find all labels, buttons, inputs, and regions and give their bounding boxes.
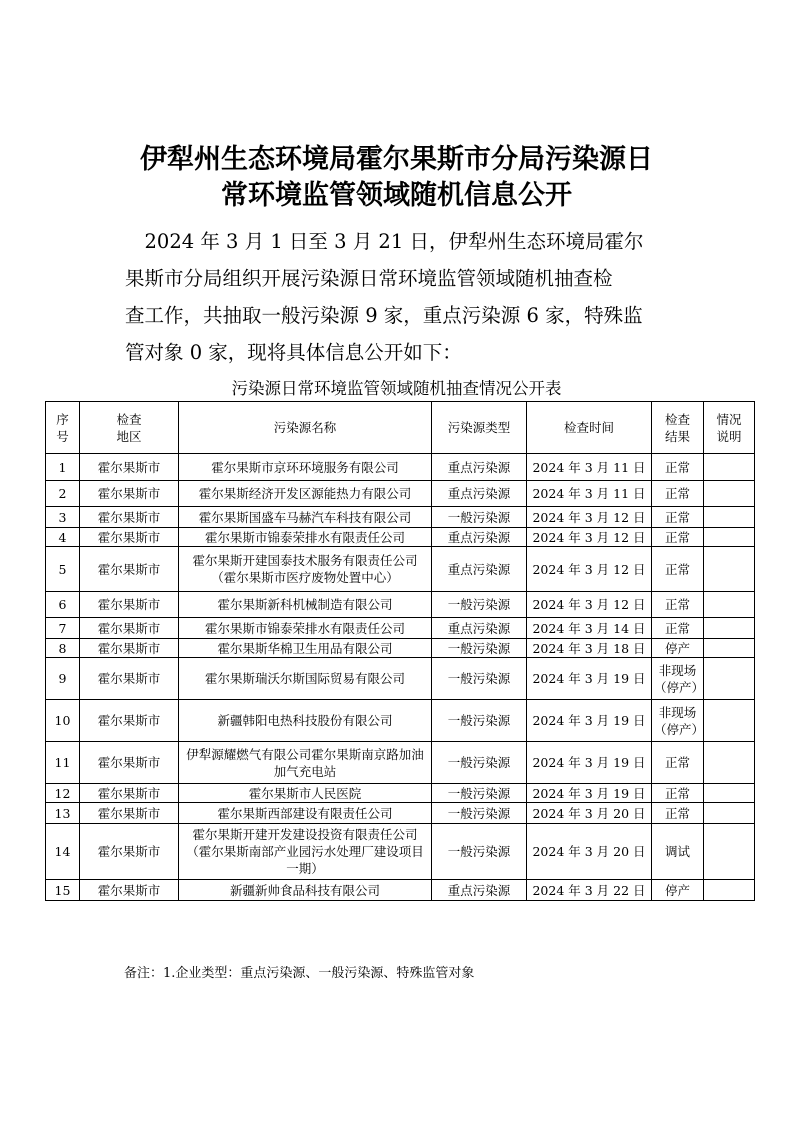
cell-type: 重点污染源 (432, 547, 527, 592)
cell-name: 新疆新帅食品科技有限公司 (179, 880, 432, 901)
cell-note (704, 880, 755, 901)
cell-time: 2024 年 3 月 19 日 (527, 658, 652, 700)
cell-no: 2 (46, 481, 80, 507)
cell-area: 霍尔果斯市 (80, 507, 179, 528)
cell-area: 霍尔果斯市 (80, 592, 179, 618)
header-name: 污染源名称 (179, 402, 432, 454)
cell-type: 一般污染源 (432, 700, 527, 742)
cell-note (704, 618, 755, 639)
table-row (46, 742, 755, 784)
cell-result: 正常 (652, 803, 704, 824)
cell-type: 一般污染源 (432, 658, 527, 700)
cell-area: 霍尔果斯市 (80, 742, 179, 784)
cell-name: 霍尔果斯新科机械制造有限公司 (179, 592, 432, 618)
table-row (46, 824, 755, 880)
cell-name: 霍尔果斯华棉卫生用品有限公司 (179, 639, 432, 658)
table-row (46, 547, 755, 592)
cell-time: 2024 年 3 月 11 日 (527, 481, 652, 507)
cell-no: 12 (46, 784, 80, 803)
cell-name: 霍尔果斯市京环环境服务有限公司 (179, 454, 432, 481)
intro-line-1: 2024 年 3 月 1 日至 3 月 21 日，伊犁州生态环境局霍尔 (125, 230, 644, 253)
cell-time: 2024 年 3 月 19 日 (527, 700, 652, 742)
cell-note (704, 507, 755, 528)
cell-note (704, 528, 755, 547)
header-no: 序 号 (46, 402, 80, 454)
table-row (46, 639, 755, 658)
table-row (46, 592, 755, 618)
table-row (46, 481, 755, 507)
intro-line-4: 管对象 0 家，现将具体信息公开如下： (125, 341, 462, 364)
cell-note (704, 639, 755, 658)
cell-no: 6 (46, 592, 80, 618)
cell-result: 正常 (652, 507, 704, 528)
cell-note (704, 547, 755, 592)
cell-type: 一般污染源 (432, 592, 527, 618)
cell-area: 霍尔果斯市 (80, 803, 179, 824)
cell-note (704, 803, 755, 824)
document-title-line-2: 常环境监管领域随机信息公开 (221, 180, 572, 211)
cell-name: 霍尔果斯经济开发区源能热力有限公司 (179, 481, 432, 507)
cell-note (704, 742, 755, 784)
intro-line-2: 果斯市分局组织开展污染源日常环境监管领域随机抽查检 (125, 267, 613, 290)
cell-result: 正常 (652, 481, 704, 507)
cell-name: 霍尔果斯市锦泰荣排水有限责任公司 (179, 528, 432, 547)
table-row (46, 454, 755, 481)
cell-area: 霍尔果斯市 (80, 547, 179, 592)
table-row (46, 618, 755, 639)
cell-result: 正常 (652, 547, 704, 592)
cell-type: 一般污染源 (432, 824, 527, 880)
header-time: 检查时间 (527, 402, 652, 454)
cell-no: 11 (46, 742, 80, 784)
table-row (46, 507, 755, 528)
cell-result: 非现场（停产） (652, 700, 704, 742)
cell-no: 5 (46, 547, 80, 592)
cell-area: 霍尔果斯市 (80, 700, 179, 742)
cell-name: 霍尔果斯开建开发建设投资有限责任公司（霍尔果斯南部产业园污水处理厂建设项目一期） (179, 824, 432, 880)
cell-name: 新疆韩阳电热科技股份有限公司 (179, 700, 432, 742)
header-result: 检查 结果 (652, 402, 704, 454)
cell-area: 霍尔果斯市 (80, 528, 179, 547)
cell-type: 一般污染源 (432, 742, 527, 784)
table-header-row (46, 402, 755, 454)
cell-result: 停产 (652, 880, 704, 901)
cell-time: 2024 年 3 月 20 日 (527, 824, 652, 880)
cell-note (704, 592, 755, 618)
cell-time: 2024 年 3 月 22 日 (527, 880, 652, 901)
cell-name: 伊犁源耀燃气有限公司霍尔果斯南京路加油加气充电站 (179, 742, 432, 784)
cell-no: 15 (46, 880, 80, 901)
cell-type: 重点污染源 (432, 618, 527, 639)
cell-note (704, 784, 755, 803)
cell-time: 2024 年 3 月 14 日 (527, 618, 652, 639)
document-title-line-1: 伊犁州生态环境局霍尔果斯市分局污染源日 (140, 144, 653, 175)
cell-note (704, 824, 755, 880)
table-row (46, 658, 755, 700)
cell-type: 重点污染源 (432, 454, 527, 481)
footnote: 备注：1.企业类型：重点污染源、一般污染源、特殊监管对象 (124, 966, 475, 981)
cell-area: 霍尔果斯市 (80, 784, 179, 803)
cell-time: 2024 年 3 月 20 日 (527, 803, 652, 824)
cell-name: 霍尔果斯瑞沃尔斯国际贸易有限公司 (179, 658, 432, 700)
cell-no: 10 (46, 700, 80, 742)
cell-area: 霍尔果斯市 (80, 639, 179, 658)
cell-no: 13 (46, 803, 80, 824)
cell-name: 霍尔果斯国盛车马赫汽车科技有限公司 (179, 507, 432, 528)
cell-no: 8 (46, 639, 80, 658)
table-caption: 污染源日常环境监管领域随机抽查情况公开表 (231, 379, 562, 398)
cell-name: 霍尔果斯西部建设有限责任公司 (179, 803, 432, 824)
cell-area: 霍尔果斯市 (80, 454, 179, 481)
cell-time: 2024 年 3 月 19 日 (527, 742, 652, 784)
cell-no: 7 (46, 618, 80, 639)
cell-note (704, 700, 755, 742)
cell-no: 4 (46, 528, 80, 547)
cell-no: 3 (46, 507, 80, 528)
cell-area: 霍尔果斯市 (80, 880, 179, 901)
cell-type: 一般污染源 (432, 507, 527, 528)
intro-line-3: 查工作，共抽取一般污染源 9 家，重点污染源 6 家，特殊监 (125, 304, 643, 327)
cell-type: 重点污染源 (432, 481, 527, 507)
intro-paragraph (125, 223, 685, 371)
cell-time: 2024 年 3 月 12 日 (527, 507, 652, 528)
header-note: 情况 说明 (704, 402, 755, 454)
cell-name: 霍尔果斯市人民医院 (179, 784, 432, 803)
cell-note (704, 454, 755, 481)
table-row (46, 700, 755, 742)
cell-area: 霍尔果斯市 (80, 658, 179, 700)
table-row (46, 803, 755, 824)
cell-name: 霍尔果斯市锦泰荣排水有限责任公司 (179, 618, 432, 639)
header-area: 检查 地区 (80, 402, 179, 454)
cell-no: 9 (46, 658, 80, 700)
cell-result: 调试 (652, 824, 704, 880)
cell-result: 停产 (652, 639, 704, 658)
cell-name: 霍尔果斯开建国泰技术服务有限责任公司（霍尔果斯市医疗废物处置中心） (179, 547, 432, 592)
cell-time: 2024 年 3 月 18 日 (527, 639, 652, 658)
cell-area: 霍尔果斯市 (80, 618, 179, 639)
cell-no: 1 (46, 454, 80, 481)
cell-result: 正常 (652, 742, 704, 784)
cell-time: 2024 年 3 月 12 日 (527, 592, 652, 618)
cell-type: 重点污染源 (432, 528, 527, 547)
table-row (46, 784, 755, 803)
cell-result: 正常 (652, 454, 704, 481)
cell-area: 霍尔果斯市 (80, 481, 179, 507)
cell-time: 2024 年 3 月 12 日 (527, 528, 652, 547)
cell-note (704, 481, 755, 507)
cell-note (704, 658, 755, 700)
cell-result: 非现场（停产） (652, 658, 704, 700)
cell-result: 正常 (652, 618, 704, 639)
cell-type: 一般污染源 (432, 803, 527, 824)
table-row (46, 528, 755, 547)
header-type: 污染源类型 (432, 402, 527, 454)
cell-time: 2024 年 3 月 12 日 (527, 547, 652, 592)
cell-time: 2024 年 3 月 19 日 (527, 784, 652, 803)
cell-result: 正常 (652, 592, 704, 618)
cell-type: 一般污染源 (432, 639, 527, 658)
cell-type: 一般污染源 (432, 784, 527, 803)
table-row (46, 880, 755, 901)
cell-time: 2024 年 3 月 11 日 (527, 454, 652, 481)
cell-area: 霍尔果斯市 (80, 824, 179, 880)
inspection-table (45, 401, 755, 901)
cell-result: 正常 (652, 528, 704, 547)
cell-type: 重点污染源 (432, 880, 527, 901)
cell-result: 正常 (652, 784, 704, 803)
cell-no: 14 (46, 824, 80, 880)
